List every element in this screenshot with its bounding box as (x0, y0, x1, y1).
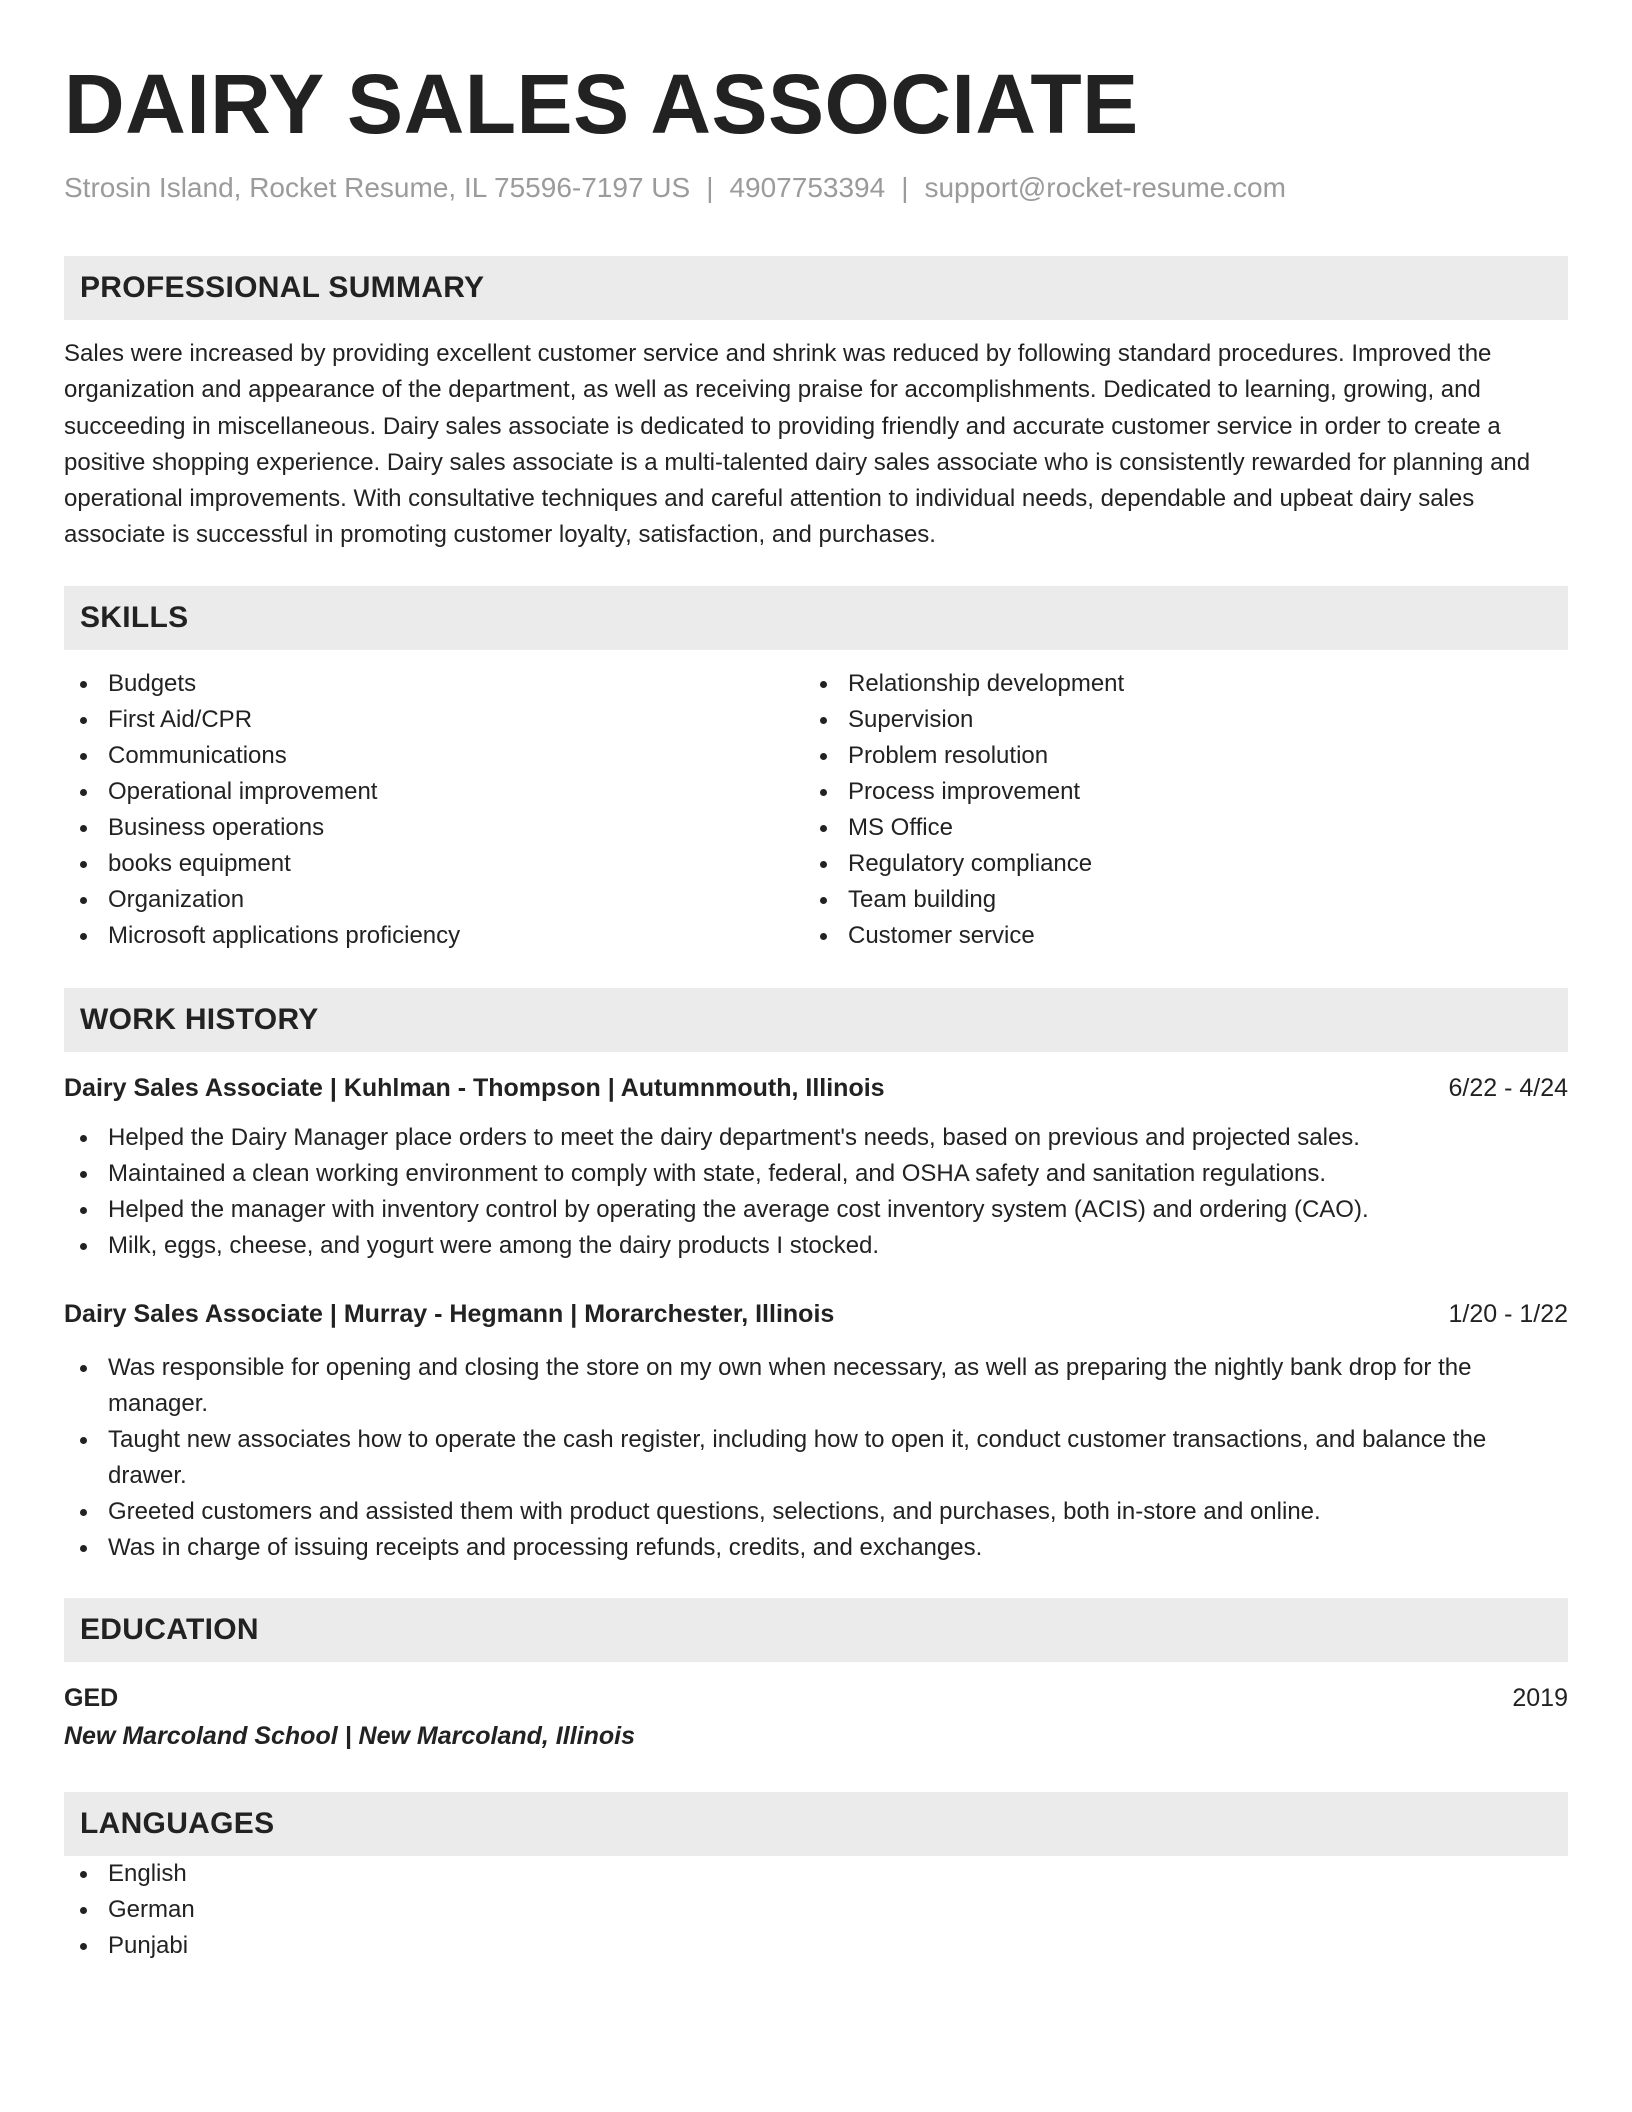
language-item: English (64, 1856, 1568, 1892)
job-bullets (64, 1120, 1568, 1264)
job-dates: 1/20 - 1/22 (1448, 1299, 1568, 1328)
skills-list-right (804, 666, 1568, 954)
job-bullet: Was in charge of issuing receipts and processing refunds, credits, and exchanges. (64, 1530, 1568, 1566)
skill-item: Problem resolution (804, 738, 1568, 774)
skill-item: Communications (64, 738, 804, 774)
skill-item: Operational improvement (64, 774, 804, 810)
skill-item: Microsoft applications proficiency (64, 918, 804, 954)
skill-item: Budgets (64, 666, 804, 702)
contact-separator: | (706, 172, 714, 203)
contact-separator: | (901, 172, 909, 203)
job-entry (64, 1296, 1568, 1566)
language-item: Punjabi (64, 1928, 1568, 1964)
skill-item: Regulatory compliance (804, 846, 1568, 882)
languages-list (64, 1856, 1568, 1964)
skills-list-left (64, 666, 804, 954)
skill-item: Process improvement (804, 774, 1568, 810)
education-school: New Marcoland School | New Marcoland, Illinois (64, 1721, 635, 1750)
skill-item: Team building (804, 882, 1568, 918)
skill-item: MS Office (804, 810, 1568, 846)
skill-item: Customer service (804, 918, 1568, 954)
job-title: Dairy Sales Associate | Murray - Hegmann | Morarchester, Illinois (64, 1299, 835, 1328)
skill-item: First Aid/CPR (64, 702, 804, 738)
job-bullet: Was responsible for opening and closing the store on my own when necessary, as well as preparing the nightly bank drop for the manager. (64, 1350, 1568, 1422)
job-bullets (64, 1350, 1568, 1566)
skills-grid (64, 666, 1568, 954)
contact-phone: 4907753394 (729, 172, 886, 203)
summary-text: Sales were increased by providing excellent customer service and shrink was reduced by following standard procedures. Improved the organization and appearance of the department, as well as receiving praise for accomplishments. Dedicated to learning, growing, and succeeding in miscellaneous. Dairy sales associate is dedicated to providing friendly and accurate customer service in order to create a positive shopping experience. Dairy sales associate is a multi-talented dairy sales associate who is consistently rewarded for planning and operational improvements. With consultative techniques and careful attention to individual needs, dependable and upbeat dairy sales associate is successful in promoting customer loyalty, satisfaction, and purchases. (64, 340, 1531, 549)
job-entry (64, 1070, 1568, 1264)
job-bullet: Helped the Dairy Manager place orders to meet the dairy department's needs, based on previous and projected sales. (64, 1120, 1568, 1156)
job-bullet: Maintained a clean working environment to comply with state, federal, and OSHA safety and sanitation regulations. (64, 1156, 1568, 1192)
resume-name: DAIRY SALES ASSOCIATE (64, 57, 1139, 151)
job-bullet: Milk, eggs, cheese, and yogurt were among the dairy products I stocked. (64, 1228, 1568, 1264)
education-year: 2019 (1512, 1683, 1568, 1712)
job-title: Dairy Sales Associate | Kuhlman - Thompson | Autumnmouth, Illinois (64, 1073, 885, 1102)
section-header-skills: SKILLS (64, 586, 1568, 650)
contact-email: support@rocket-resume.com (924, 172, 1286, 203)
job-bullet: Greeted customers and assisted them with product questions, selections, and purchases, both in-store and online. (64, 1494, 1568, 1530)
contact-address: Strosin Island, Rocket Resume, IL 75596-7197 US (64, 172, 691, 203)
skill-item: books equipment (64, 846, 804, 882)
section-header-languages: LANGUAGES (64, 1792, 1568, 1856)
section-header-work-history: WORK HISTORY (64, 988, 1568, 1052)
skill-item: Relationship development (804, 666, 1568, 702)
education-row (64, 1680, 1568, 1716)
skill-item: Business operations (64, 810, 804, 846)
section-header-summary: PROFESSIONAL SUMMARY (64, 256, 1568, 320)
job-bullet: Taught new associates how to operate the cash register, including how to open it, conduct customer transactions, and balance the drawer. (64, 1422, 1568, 1494)
education-degree: GED (64, 1683, 119, 1712)
language-item: German (64, 1892, 1568, 1928)
section-header-education: EDUCATION (64, 1598, 1568, 1662)
job-title-row (64, 1070, 1568, 1106)
contact-line (64, 168, 1568, 208)
job-title-row (64, 1296, 1568, 1332)
job-bullet: Helped the manager with inventory control by operating the average cost inventory system (ACIS) and ordering (CAO). (64, 1192, 1568, 1228)
job-dates: 6/22 - 4/24 (1448, 1073, 1568, 1102)
skill-item: Supervision (804, 702, 1568, 738)
skill-item: Organization (64, 882, 804, 918)
